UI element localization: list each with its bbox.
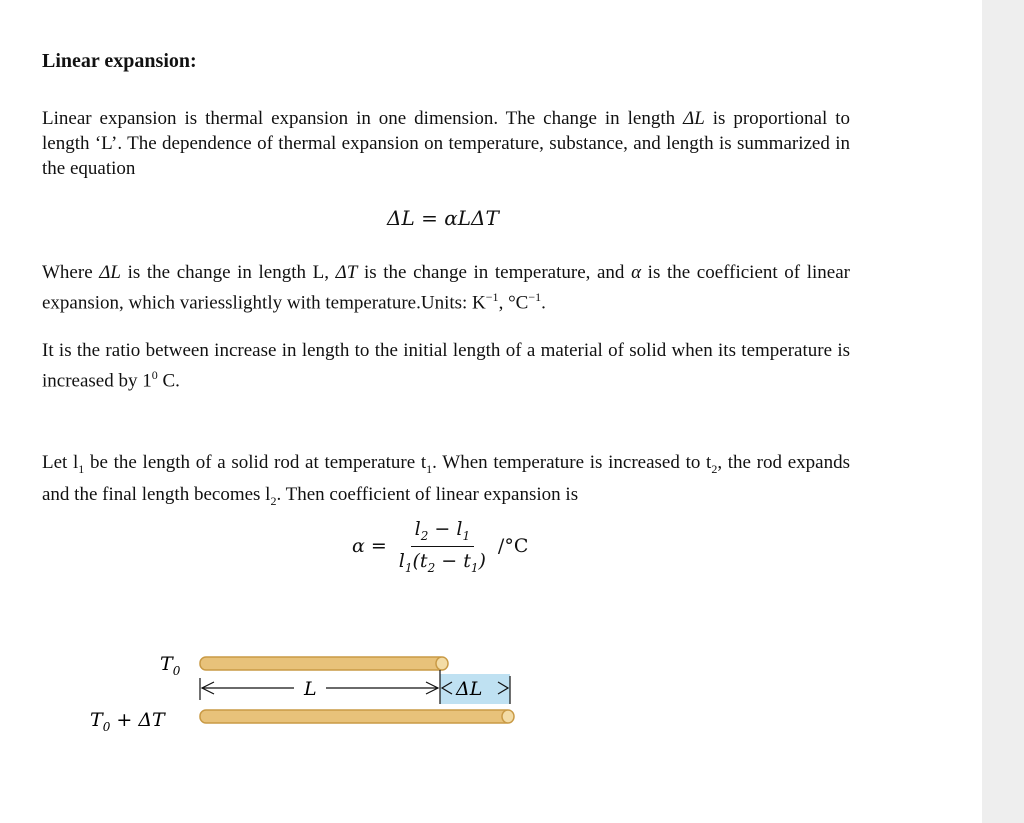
rod-initial-end bbox=[436, 657, 448, 670]
length-label: L bbox=[304, 678, 317, 700]
rod-initial bbox=[200, 657, 446, 670]
label-initial-temperature: $T_0$ bbox=[160, 653, 181, 678]
rod-expanded-end bbox=[502, 710, 514, 723]
linear-expansion-equation: ΔL = αLΔT bbox=[387, 206, 499, 230]
right-sidebar bbox=[982, 0, 1024, 823]
section-heading: Linear expansion: bbox=[42, 50, 197, 72]
definition-paragraph: Where ΔL is the change in length L, ΔT is the change in temperature, and α is the coefficient of linear expansion, which variesslightly with temperature.Units: $K^{-1}$, $^\circ C^{-1}$. bbox=[42, 262, 850, 314]
coefficient-equation: α = $\frac{l_2 - l_1}{l_1(t_2 - t_1)}$ /°C bbox=[352, 518, 529, 575]
fraction-denominator: $l_1(t_2 - t_1)$ bbox=[398, 549, 486, 575]
rod-paragraph: Let $l_1$ be the length of a solid rod at temperature $t_1$. When temperature is increased to $t_2$, the rod expands and the final length becomes $l_2$. Then coefficient of linear expansion is bbox=[42, 452, 850, 508]
label-final-temperature: $T_0 + \Delta T$ bbox=[90, 709, 165, 734]
equation-fraction bbox=[395, 518, 490, 575]
rod-expansion-diagram bbox=[82, 640, 542, 750]
rod-expanded bbox=[200, 710, 512, 723]
fraction-numerator: $l_2 - l_1$ bbox=[411, 518, 474, 547]
delta-length-label: ΔL bbox=[456, 678, 483, 700]
intro-paragraph: Linear expansion is thermal expansion in one dimension. The change in length ΔL is proportional to length ‘L’. The dependence of thermal expansion on temperature, substance, and length is summarized in the equation bbox=[42, 108, 850, 179]
ratio-paragraph: It is the ratio between increase in length to the initial length of a material of solid when its temperature is increased by $1^0$ C. bbox=[42, 340, 850, 392]
